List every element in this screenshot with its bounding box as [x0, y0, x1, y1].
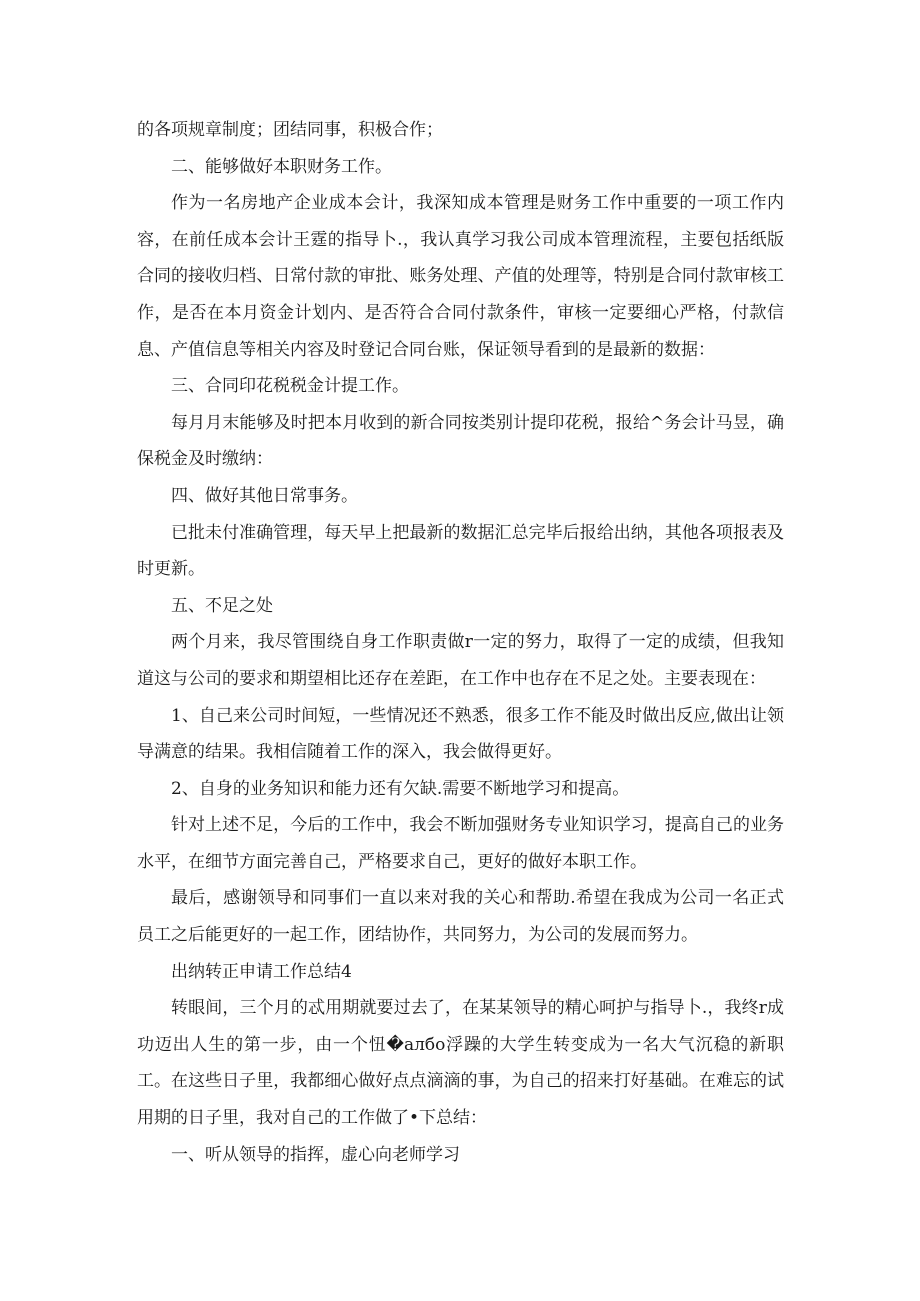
paragraph-cost-accounting: 作为一名房地产企业成本会计，我深知成本管理是财务工作中重要的一项工作内容，在前任成本会计王霆的指导卜.，我认真学习我公司成本管理流程，主要包括纸版合同的接收归档、日常付款的审批、账务处理、产值的处理等，特别是合同付款审核工作，是否在本月资金计划内、是否符合合同付款条件，审核一定要细心严格，付款信息、产值信息等相关内容及时登记合同台账，保证领导看到的是最新的数据： [137, 193, 784, 360]
section-heading-2: 二、能够做好本职财务工作。 [171, 156, 392, 177]
section-heading-4: 四、做好其他日常事务。 [171, 485, 358, 506]
paragraph-stamp-tax: 每月月末能够及时把本月收到的新合同按类别计提印花税，报给^务会计马昱，确保税金及时缴纳： [137, 412, 784, 470]
section-heading-5: 五、不足之处 [171, 595, 273, 616]
list-item-1: 1、自己来公司时间短，一些情况还不熟悉，很多工作不能及时做出反应,做出让领导满意的结果。我相信随着工作的深入，我会做得更好。 [137, 705, 784, 763]
list-item-2: 2、自身的业务知识和能力还有欠缺.需要不断地学习和提高。 [171, 778, 630, 799]
paragraph-shortcomings: 两个月来，我尽管围绕自身工作职责做r一定的努力，取得了一定的成绩，但我知道这与公司的要求和期望相比还存在差距，在工作中也存在不足之处。主要表现在： [137, 632, 784, 689]
paragraph-daily-affairs: 已批未付准确管理，每天早上把最新的数据汇总完毕后报给出纳，其他各项报表及时更新。 [137, 522, 784, 580]
section-heading-1: 一、听从领导的指挥，虚心向老师学习 [171, 1144, 460, 1165]
section-heading-3: 三、合同印花税税金计提工作。 [171, 376, 409, 397]
paragraph-probation-intro: 转眼间，三个月的忒用期就要过去了，在某某领导的精心呵护与指导卜.，我终r成功迈出人生的第一步，由一个忸�албo浮躁的大学生转变成为一名大气沉稳的新职工。在这些日子里，我都细心做好点点滴滴的事，为自己的招来打好基础。在难忘的试用期的日子里，我对自己的工作做了•下总结： [137, 998, 784, 1129]
paragraph-thanks: 最后，感谢领导和同事们一直以来对我的关心和帮助.希望在我成为公司一名正式员工之后能更好的一起工作，团结协作，共同努力，为公司的发展而努力。 [137, 888, 784, 946]
paragraph-continuation: 的各项规章制度；团结同事，积极合作； [137, 120, 443, 140]
document-body [137, 112, 784, 1173]
paragraph-improvement: 针对上述不足，今后的工作中，我会不断加强财务专业知识学习，提高自己的业务水平，在细节方面完善自己，严格要求自己，更好的做好本职工作。 [137, 815, 784, 872]
document-section-title: 出纳转正申请工作总结4 [171, 961, 352, 982]
